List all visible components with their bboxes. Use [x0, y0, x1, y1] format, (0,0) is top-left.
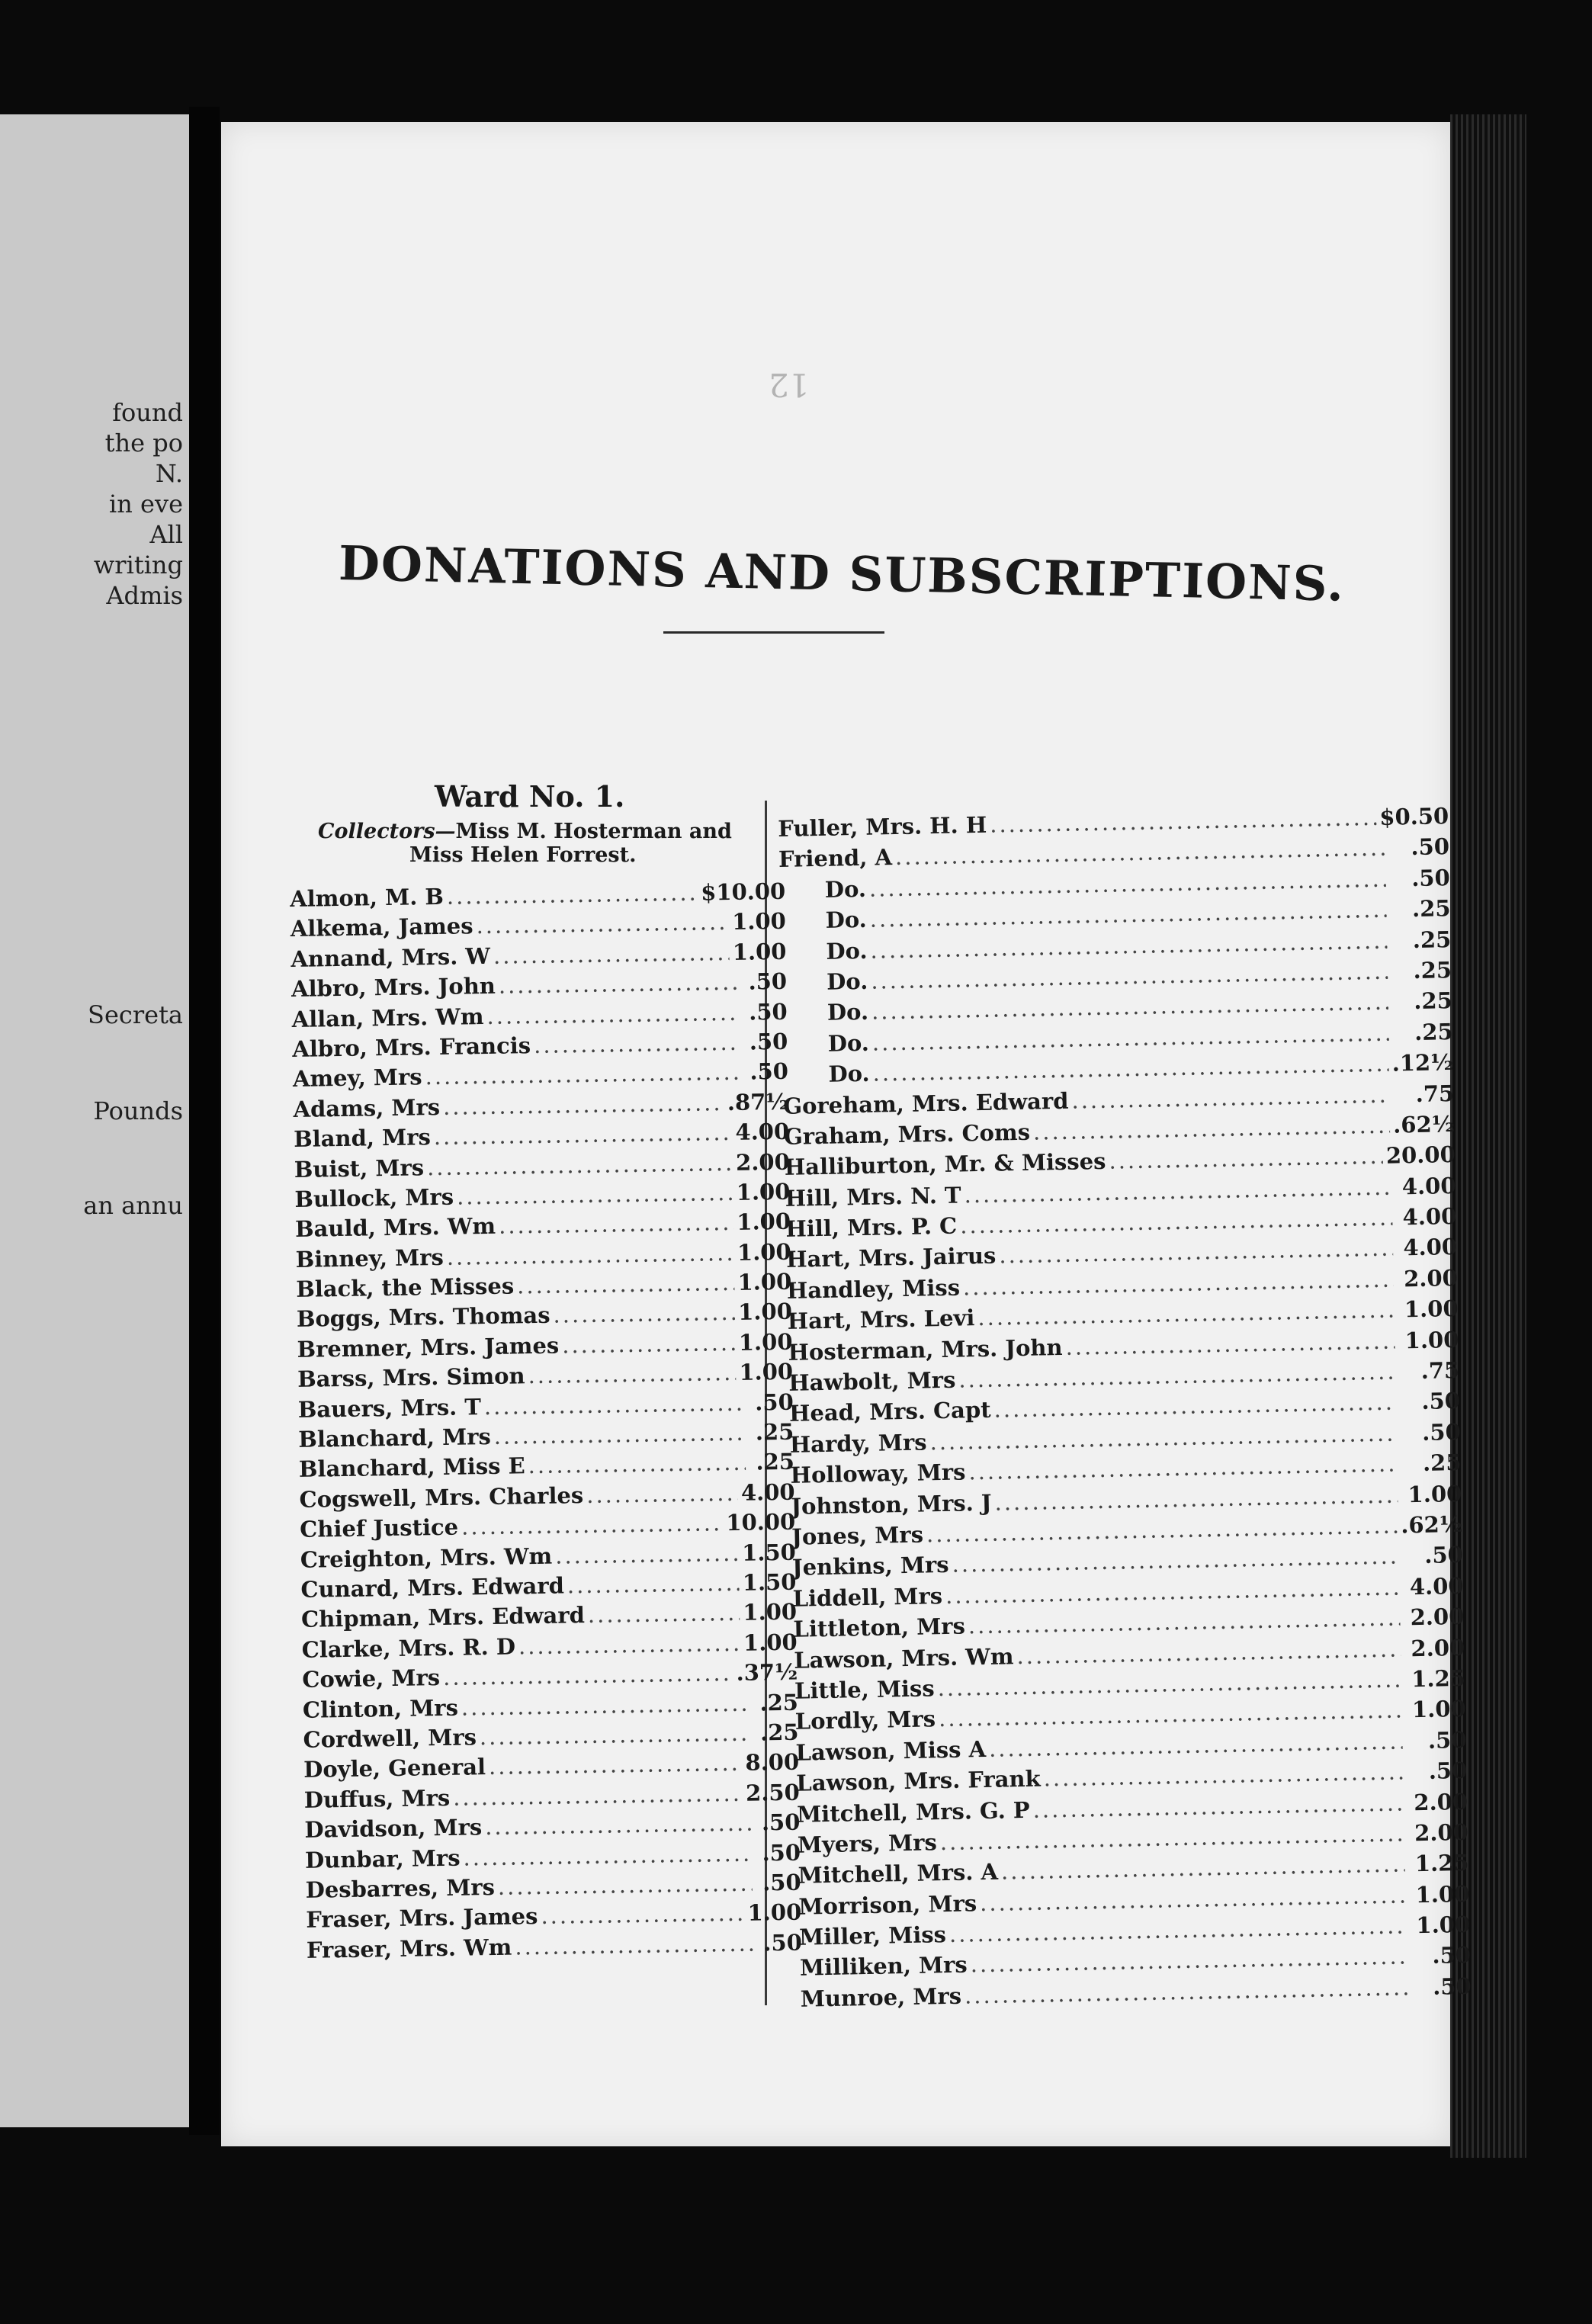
donation-amount: $10.00 — [700, 878, 786, 906]
donation-amount: 1.00 — [737, 1209, 791, 1236]
donor-name: Alkema, James — [290, 913, 473, 942]
donor-name: Myers, Mrs — [797, 1829, 938, 1858]
donor-name: Holloway, Mrs — [790, 1459, 966, 1489]
leader-dots — [434, 1119, 733, 1150]
donor-name: Buist, Mrs — [294, 1154, 425, 1183]
donor-name: Do. — [826, 968, 868, 995]
donor-name: Morrison, Mrs — [798, 1889, 977, 1920]
donation-amount: 1.00 — [737, 1298, 793, 1326]
donation-amount: .50 — [754, 1388, 794, 1416]
donor-name: Lawson, Mrs. Wm — [793, 1642, 1014, 1674]
donor-name: Allan, Mrs. Wm — [291, 1003, 484, 1032]
leader-dots — [541, 1900, 745, 1929]
donation-amount: 20.00 — [1385, 1141, 1456, 1170]
leader-dots — [534, 1029, 740, 1058]
donor-name: Fraser, Mrs. James — [306, 1903, 538, 1934]
donation-amount: .50 — [748, 968, 788, 995]
left-page-fragment: found — [112, 398, 183, 427]
donor-name: Hill, Mrs. P. C — [785, 1212, 958, 1242]
donor-name: Almon, M. B — [290, 883, 445, 912]
left-page-fragment: Pounds — [93, 1096, 183, 1125]
previous-page-edge — [0, 114, 189, 2127]
donation-amount: 1.00 — [1404, 1326, 1459, 1353]
donation-amount: .50 — [762, 1869, 801, 1896]
donation-amount: 1.00 — [1411, 1696, 1466, 1723]
leader-dots — [493, 1420, 745, 1449]
donor-name: Adams, Mrs — [293, 1093, 441, 1122]
document-page — [221, 122, 1472, 2146]
left-page-fragment: All — [149, 520, 183, 549]
donor-name: Dunbar, Mrs — [304, 1844, 461, 1873]
donor-name: Hardy, Mrs — [789, 1429, 927, 1458]
donation-amount: .25 — [1412, 926, 1452, 953]
donation-amount: 2.00 — [1410, 1603, 1465, 1631]
donor-name: Annand, Mrs. W — [290, 942, 491, 972]
donor-name: Do. — [826, 937, 868, 965]
donor-name: Barss, Mrs. Simon — [297, 1363, 525, 1393]
donation-amount: .50 — [1432, 1973, 1472, 2000]
donation-amount: .25 — [755, 1418, 794, 1446]
donation-amount: .25 — [1414, 1018, 1453, 1045]
donation-amount: 1.00 — [747, 1899, 802, 1927]
donor-name: Jenkins, Mrs — [791, 1552, 949, 1581]
leader-dots — [1071, 1081, 1390, 1113]
donation-amount: 1.25 — [1414, 1850, 1469, 1877]
donor-name: Fraser, Mrs. Wm — [306, 1934, 512, 1963]
donor-name: Do. — [824, 875, 867, 903]
donor-name: Doyle, General — [303, 1754, 486, 1783]
donor-name: Cunard, Mrs. Edward — [300, 1572, 565, 1603]
donor-name: Bland, Mrs — [293, 1124, 432, 1153]
donor-name: Friend, A — [778, 844, 893, 873]
donor-name: Lawson, Miss A — [795, 1735, 987, 1766]
collectors-line-2: Miss Helen Forrest. — [409, 843, 637, 867]
donor-name: Johnston, Mrs. J — [791, 1489, 992, 1520]
leader-dots — [528, 1449, 746, 1478]
donor-name: Bauers, Mrs. T — [297, 1393, 482, 1423]
donor-name: Miller, Miss — [798, 1921, 947, 1950]
donor-name: Handley, Miss — [786, 1274, 961, 1304]
donor-name: Black, the Misses — [296, 1273, 515, 1303]
donation-amount: .25 — [759, 1719, 799, 1746]
donor-name: Bullock, Mrs — [294, 1183, 454, 1212]
donor-name: Lawson, Mrs. Frank — [796, 1765, 1041, 1796]
donation-amount: .50 — [761, 1809, 801, 1836]
donation-amount: 1.25 — [1411, 1664, 1466, 1693]
leader-dots — [457, 1180, 733, 1210]
donation-amount: 2.00 — [1414, 1788, 1468, 1815]
leader-dots — [427, 1149, 733, 1180]
donation-amount: 2.00 — [735, 1148, 791, 1176]
donation-amount: 2.50 — [745, 1779, 801, 1806]
donation-amount: 4.00 — [735, 1118, 790, 1145]
donation-amount: .25 — [1422, 1449, 1462, 1477]
leader-dots — [499, 969, 739, 999]
leader-dots — [498, 1870, 753, 1900]
donor-name: Fuller, Mrs. H. H — [778, 811, 987, 842]
donor-name: Blanchard, Miss E — [298, 1452, 525, 1483]
donation-amount: .50 — [748, 998, 788, 1026]
leader-dots — [1109, 1143, 1383, 1174]
donor-name: Lordly, Mrs — [794, 1706, 936, 1735]
donation-amount: .25 — [1411, 895, 1451, 923]
donation-amount: 1.50 — [741, 1539, 797, 1566]
bleed-through-page-number: 12 — [769, 366, 810, 403]
donor-name: Cowie, Mrs — [302, 1664, 441, 1693]
donation-amount: 1.00 — [732, 938, 787, 965]
collectors-line-1: Miss M. Hosterman and — [455, 820, 732, 843]
donation-amount: .50 — [749, 1028, 788, 1055]
leader-dots — [443, 1090, 724, 1120]
donation-amount: .75 — [1420, 1357, 1460, 1384]
leader-dots — [555, 1539, 740, 1568]
donation-amount: 1.00 — [743, 1599, 798, 1626]
donation-amount: .87½ — [727, 1088, 789, 1115]
donor-name: Goreham, Mrs. Edward — [782, 1087, 1069, 1119]
collectors-label: Collectors— — [318, 820, 456, 843]
donation-amount: .75 — [1415, 1080, 1455, 1107]
leader-dots — [425, 1059, 740, 1090]
donation-amount: 2.00 — [1411, 1634, 1465, 1661]
donation-amount: .25 — [1413, 957, 1452, 984]
donor-name: Do. — [827, 1029, 870, 1057]
donation-amount: 10.00 — [726, 1508, 796, 1536]
donor-name: Head, Mrs. Capt — [788, 1397, 991, 1427]
donation-amount: 1.00 — [1416, 1911, 1471, 1939]
donation-amount: 1.00 — [731, 908, 787, 936]
leader-dots — [517, 1270, 735, 1298]
leader-dots — [515, 1930, 753, 1960]
donation-amount: 1.00 — [738, 1328, 793, 1356]
book-gutter — [189, 107, 220, 2135]
donor-name: Halliburton, Mr. & Misses — [784, 1148, 1106, 1181]
donation-amount: .50 — [762, 1839, 801, 1866]
collectors-note — [318, 820, 732, 867]
donor-name: Munroe, Mrs — [800, 1982, 962, 2012]
leader-dots — [443, 1660, 733, 1690]
leader-dots — [463, 1840, 752, 1870]
donation-amount: 8.00 — [745, 1748, 800, 1777]
donation-amount: 2.00 — [1414, 1818, 1469, 1847]
donor-name: Liddell, Mrs — [792, 1582, 943, 1612]
donation-amount: .50 — [1411, 833, 1450, 861]
donation-amount: 1.00 — [1415, 1880, 1470, 1908]
donor-name: Littleton, Mrs — [793, 1613, 966, 1642]
left-page-fragment: the po — [104, 429, 183, 457]
donor-name: Hart, Mrs. Levi — [787, 1305, 975, 1335]
leader-dots — [461, 1510, 724, 1539]
donor-name: Graham, Mrs. Coms — [783, 1119, 1031, 1150]
leader-dots — [453, 1780, 743, 1811]
donor-name: Do. — [826, 999, 869, 1026]
left-page-fragment: in eve — [109, 490, 183, 518]
donation-amount: 4.00 — [1409, 1572, 1464, 1600]
left-page-fragment: Secreta — [88, 1000, 183, 1029]
leader-dots — [447, 1240, 735, 1270]
donation-amount: .25 — [1414, 987, 1453, 1015]
left-page-fragment: writing — [93, 551, 183, 579]
donation-amount: 1.00 — [736, 1178, 791, 1205]
leader-dots — [447, 880, 698, 910]
leader-dots — [528, 1359, 736, 1388]
leader-dots — [485, 1810, 752, 1840]
leader-dots — [493, 939, 730, 969]
leader-dots — [489, 1750, 743, 1780]
donor-name: Bremner, Mrs. James — [297, 1332, 560, 1363]
donation-amount: .12½ — [1391, 1049, 1454, 1077]
leader-dots — [553, 1299, 735, 1328]
donor-name: Albro, Mrs. Francis — [292, 1032, 531, 1062]
donor-name: Jones, Mrs — [791, 1521, 924, 1550]
donor-name: Cogswell, Mrs. Charles — [299, 1481, 584, 1513]
donation-amount: .37½ — [736, 1658, 798, 1687]
donor-name: Bauld, Mrs. Wm — [294, 1213, 496, 1243]
donation-amount: 1.00 — [737, 1238, 791, 1266]
donor-name: Little, Miss — [794, 1675, 935, 1704]
donation-amount: .50 — [1421, 1418, 1461, 1446]
left-page-fragment: an annu — [83, 1191, 183, 1220]
ward-heading: Ward No. 1. — [435, 779, 625, 814]
leader-dots — [480, 1720, 750, 1751]
donor-name: Albro, Mrs. John — [290, 972, 496, 1003]
donor-name: Hosterman, Mrs. John — [788, 1334, 1063, 1366]
donor-name: Duffus, Mrs — [303, 1784, 451, 1813]
donation-amount: .25 — [759, 1689, 799, 1716]
donation-amount: .50 — [749, 1058, 789, 1085]
donation-amount: 1.00 — [737, 1268, 792, 1295]
donor-name: Hawbolt, Mrs — [788, 1366, 956, 1396]
leader-dots — [499, 1209, 734, 1239]
donor-name: Hill, Mrs. N. T — [785, 1182, 961, 1212]
donor-name: Creighton, Mrs. Wm — [300, 1542, 553, 1573]
donor-list-right — [778, 803, 1472, 2017]
donor-name: Chief Justice — [299, 1513, 459, 1543]
donation-amount: .50 — [763, 1929, 803, 1956]
donation-amount: .50 — [1432, 1942, 1472, 1969]
leader-dots — [486, 999, 739, 1029]
donation-amount: .50 — [1411, 864, 1451, 891]
donation-amount: 1.00 — [743, 1629, 798, 1656]
donor-list-left — [290, 878, 802, 1967]
donation-amount: 4.00 — [740, 1478, 795, 1506]
donor-name: Desbarres, Mrs — [305, 1873, 496, 1903]
donation-amount: 2.00 — [1403, 1264, 1459, 1292]
leader-dots — [562, 1330, 736, 1359]
leader-dots — [990, 804, 1377, 838]
donor-name: Hart, Mrs. Jairus — [785, 1243, 997, 1273]
donor-name: Milliken, Mrs — [799, 1951, 968, 1982]
left-page-fragment: Admis — [106, 581, 183, 610]
donation-amount: .62½ — [1400, 1510, 1463, 1539]
donor-name: Clarke, Mrs. R. D — [301, 1633, 516, 1663]
leader-dots — [567, 1570, 740, 1599]
left-page-fragment: N. — [155, 459, 183, 488]
donation-amount: .62½ — [1392, 1110, 1456, 1138]
donation-amount: .50 — [1427, 1726, 1467, 1754]
donation-amount: 1.00 — [739, 1358, 794, 1386]
donor-name: Clinton, Mrs — [302, 1694, 459, 1723]
donation-amount: 4.00 — [1401, 1172, 1456, 1200]
donor-name: Chipman, Mrs. Edward — [300, 1602, 586, 1633]
donation-amount: $0.50 — [1379, 803, 1449, 830]
donation-amount: 4.00 — [1402, 1203, 1457, 1231]
leader-dots — [484, 1389, 745, 1419]
leader-dots — [588, 1600, 740, 1628]
donor-name: Blanchard, Mrs — [298, 1423, 492, 1452]
donor-name: Davidson, Mrs — [304, 1814, 483, 1843]
leader-dots — [586, 1480, 738, 1508]
leader-dots — [1065, 1327, 1395, 1359]
donor-name: Do. — [828, 1060, 870, 1087]
donor-name: Binney, Mrs — [295, 1244, 445, 1273]
donation-amount: .50 — [1421, 1388, 1461, 1415]
donor-name: Mitchell, Mrs. G. P — [796, 1796, 1030, 1828]
donor-name: Do. — [825, 906, 868, 933]
donor-name: Cordwell, Mrs — [303, 1724, 477, 1753]
donation-amount: 1.00 — [1404, 1295, 1459, 1323]
page-title: DONATIONS AND SUBSCRIPTIONS. — [338, 535, 1346, 612]
leader-dots — [461, 1690, 750, 1720]
donation-amount: 4.00 — [1403, 1234, 1458, 1261]
donation-amount: 1.50 — [742, 1568, 797, 1596]
donor-name: Amey, Mrs — [292, 1064, 422, 1093]
donor-name: Mitchell, Mrs. A — [798, 1858, 999, 1889]
donation-amount: .25 — [756, 1449, 795, 1475]
donation-amount: .50 — [1428, 1757, 1468, 1784]
leader-dots — [476, 909, 729, 939]
leader-dots — [518, 1630, 741, 1660]
donor-name: Boggs, Mrs. Thomas — [296, 1302, 550, 1333]
donation-amount: 1.00 — [1407, 1480, 1462, 1507]
donation-amount: .50 — [1424, 1542, 1464, 1569]
title-rule — [663, 631, 884, 634]
